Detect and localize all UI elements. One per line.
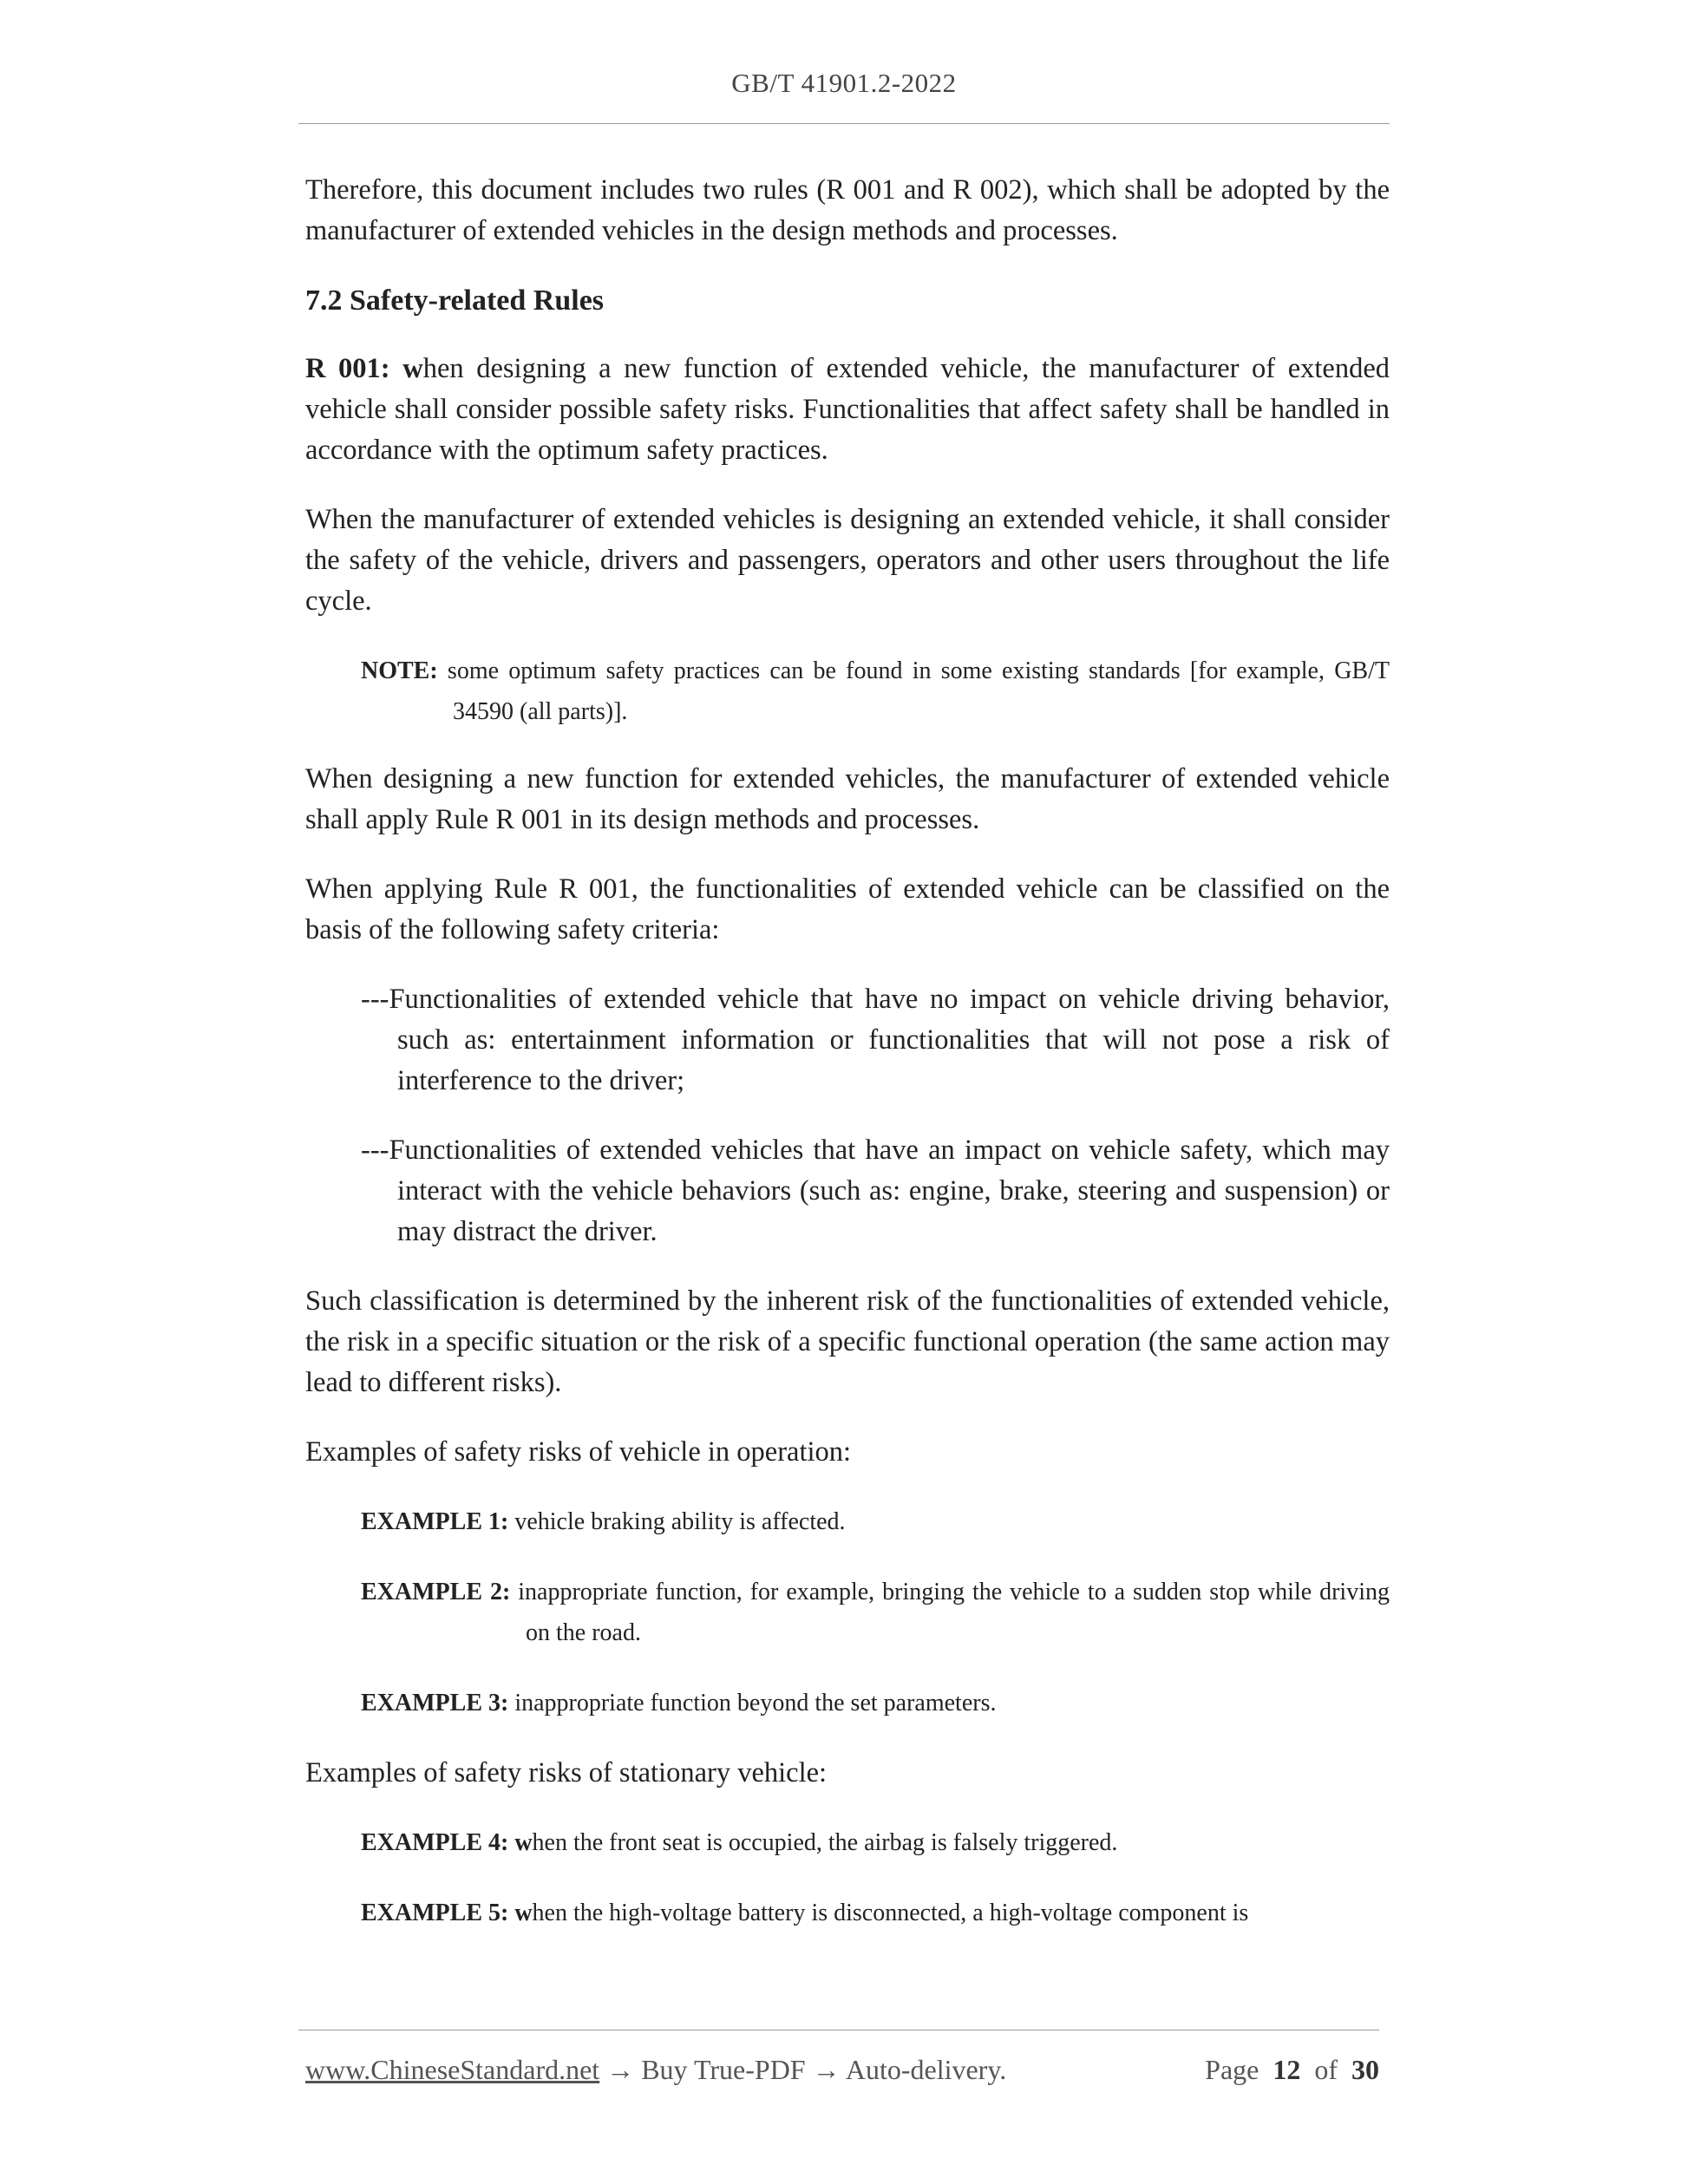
list-item: ---Functionalities of extended vehicles that have an impact on vehicle safety, which may interact with the vehicle behaviors (such as: engine, brake, steering and suspension) or may distract the driver. (361, 1135, 1390, 1247)
intro-paragraph: Therefore, this document includes two rules (R 001 and R 002), which shall be adopted by the manufacturer of extended vehicles in the design methods and processes. (305, 174, 1390, 246)
rule-r001-label: R 001: w (305, 353, 423, 384)
standard-id: GB/T 41901.2-2022 (731, 68, 957, 98)
note-label: NOTE: (361, 657, 438, 684)
page-header (298, 68, 1390, 99)
example-3 (361, 1683, 1390, 1723)
list-item: ---Functionalities of extended vehicle that have no impact on vehicle driving behavior, such as: entertainment information or functionalities that will not pose a risk of interference to the driver; (361, 984, 1390, 1096)
page-total: 30 (1351, 2054, 1379, 2085)
classify-paragraph: When applying Rule R 001, the functionalities of extended vehicle can be classified on the basis of the following safety criteria: (305, 873, 1390, 945)
header-divider (298, 123, 1390, 124)
example-text: vehicle braking ability is affected. (508, 1508, 846, 1535)
note-text: some optimum safety practices can be found in some existing standards [for example, GB/T 34590 (all parts)]. (437, 657, 1390, 725)
page-word: Page (1205, 2054, 1259, 2085)
site-link[interactable]: www.ChineseStandard.net (305, 2054, 600, 2085)
example-label: EXAMPLE 1: (361, 1508, 509, 1535)
stationary-examples-intro: Examples of safety risks of stationary vehicle: (305, 1757, 828, 1788)
footer-promo (305, 2052, 1006, 2087)
example-5 (361, 1893, 1390, 1933)
example-text: hen the front seat is occupied, the airbag is falsely triggered. (532, 1829, 1118, 1856)
page-current: 12 (1273, 2054, 1301, 2085)
note-paragraph (361, 651, 1390, 732)
example-label: EXAMPLE 2: (361, 1579, 511, 1605)
example-label: EXAMPLE 5: w (361, 1900, 533, 1926)
example-label: EXAMPLE 4: w (361, 1829, 533, 1856)
example-4 (361, 1822, 1390, 1863)
rule-r001-paragraph (305, 349, 1390, 471)
of-word: of (1314, 2054, 1338, 2085)
operation-examples-intro: Examples of safety risks of vehicle in operation: (305, 1436, 852, 1468)
apply-paragraph: When designing a new function for extended vehicles, the manufacturer of extended vehicle shall apply Rule R 001 in its design methods and processes. (305, 763, 1390, 835)
promo-text: → Buy True-PDF → Auto-delivery. (599, 2054, 1007, 2085)
section-heading: 7.2 Safety-related Rules (305, 284, 605, 317)
example-text: inappropriate function, for example, bringing the vehicle to a sudden stop while driving on the road. (510, 1579, 1390, 1646)
example-2 (361, 1572, 1390, 1653)
example-1 (361, 1501, 1390, 1542)
classification-paragraph: Such classification is determined by the inherent risk of the functionalities of extended vehicle, the risk in a specific situation or the risk of a specific functional operation (the same action may lead to different risks). (305, 1285, 1390, 1398)
example-label: EXAMPLE 3: (361, 1690, 509, 1716)
rule-r001-text: hen designing a new function of extended vehicle, the manufacturer of extended vehicle shall consider possible safety risks. Functionalities that affect safety shall be handled in accordance with the optimum safety practices. (305, 353, 1390, 466)
page-content (305, 170, 1390, 1933)
page-number (1205, 2052, 1379, 2087)
design-paragraph: When the manufacturer of extended vehicles is designing an extended vehicle, it shall consider the safety of the vehicle, drivers and passengers, operators and other users throughout the life cycle. (305, 504, 1390, 617)
example-text: hen the high-voltage battery is disconnected, a high-voltage component is (532, 1900, 1249, 1926)
example-text: inappropriate function beyond the set parameters. (508, 1690, 997, 1716)
